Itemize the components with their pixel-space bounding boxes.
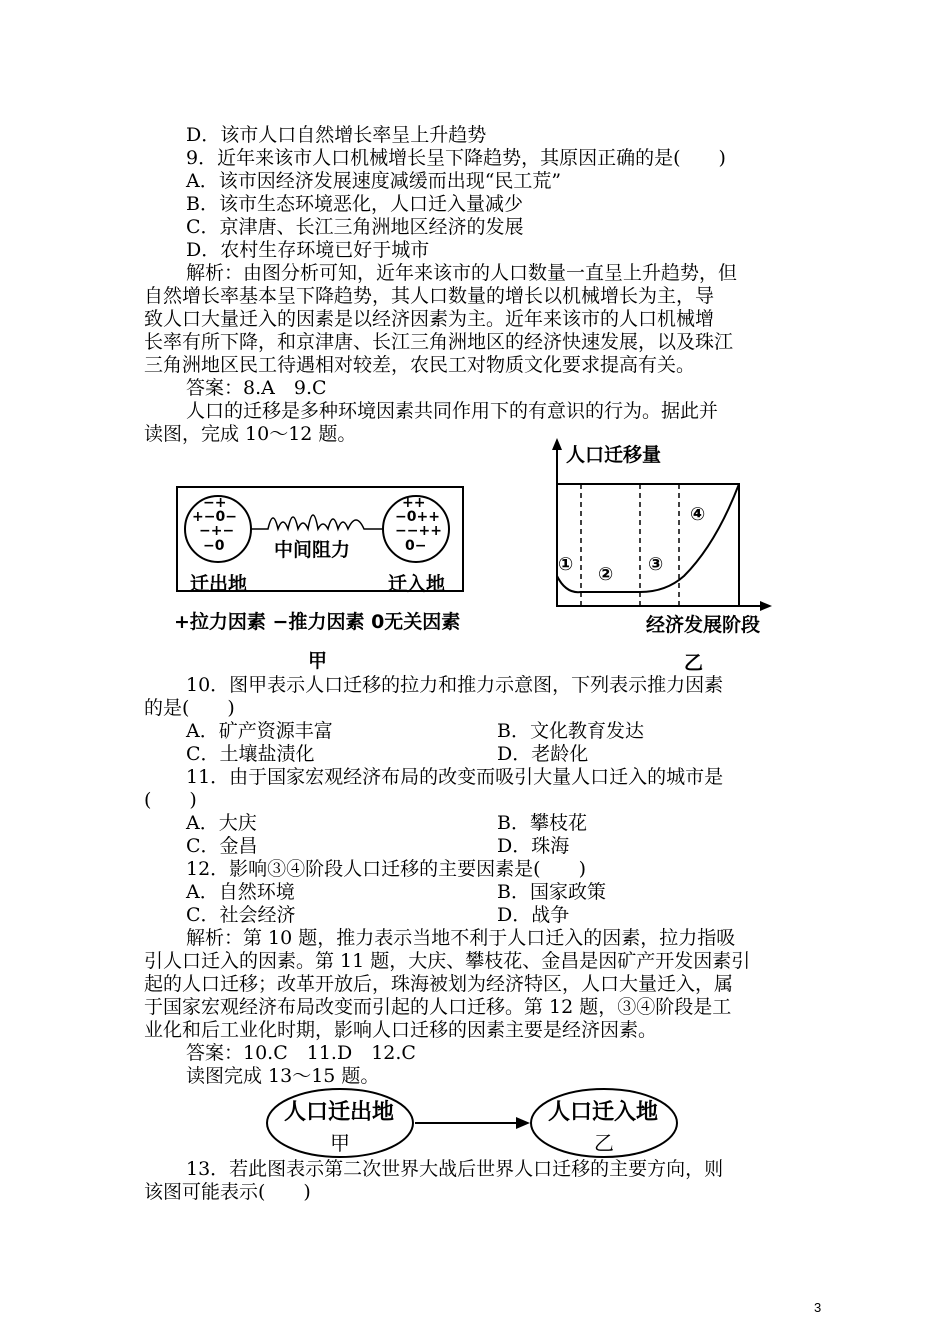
analysis-line: 起的人口迁移；改革开放后，珠海被划为经济特区，人口大量迁入，属	[144, 973, 734, 995]
analysis-line: 解析：由图分析可知，近年来该市的人口数量一直呈上升趋势，但	[186, 262, 738, 284]
sign-row: 0−	[405, 538, 427, 554]
origin-name: 人口迁出地	[284, 1100, 395, 1125]
destination-label: 迁入地	[388, 573, 446, 595]
analysis-line: 解析：第 10 题，推力表示当地不利于人口迁入的因素，拉力指吸	[186, 927, 736, 949]
option-c: C．社会经济	[186, 904, 296, 926]
destination-tag: 乙	[594, 1131, 614, 1155]
option-b: B．攀枝花	[497, 812, 587, 834]
stage-4-label: ④	[690, 504, 706, 525]
page-number: 3	[814, 1300, 822, 1315]
question-10: 10．图甲表示人口迁移的拉力和推力示意图，下列表示推力因素	[186, 674, 724, 696]
question-9: 9．近年来该市人口机械增长呈下降趋势，其原因正确的是( )	[186, 147, 726, 169]
option-a: A．自然环境	[186, 881, 295, 903]
option-line: A．该市因经济发展速度减缓而出现“民工荒”	[186, 170, 562, 192]
analysis-line: 于国家宏观经济布局改变而引起的人口迁移。第 12 题，③④阶段是工	[144, 996, 732, 1018]
option-line: C．京津唐、长江三角洲地区经济的发展	[186, 216, 524, 238]
intro-line: 人口的迁移是多种环境因素共同作用下的有意识的行为。据此并	[186, 400, 719, 422]
option-d: D．珠海	[497, 835, 570, 857]
question-13: 13．若此图表示第二次世界大战后世界人口迁移的主要方向，则	[186, 1158, 724, 1180]
option-d: D．战争	[497, 904, 570, 926]
question-line: 的是( )	[144, 697, 235, 719]
answer-line: 答案：10.C 11.D 12.C	[186, 1042, 416, 1064]
question-12: 12．影响③④阶段人口迁移的主要因素是( )	[186, 858, 587, 880]
y-axis-label: 人口迁移量	[566, 444, 662, 466]
sign-row: −0++	[395, 509, 440, 525]
analysis-line: 自然增长率基本呈下降趋势，其人口数量的增长以机械增长为主，导	[144, 285, 715, 307]
option-a: A．大庆	[186, 812, 257, 834]
sign-row: +−0−	[192, 509, 237, 525]
question-11: 11．由于国家宏观经济布局的改变而吸引大量人口迁入的城市是	[186, 766, 724, 788]
figure-jia	[176, 485, 466, 601]
analysis-line: 业化和后工业化时期，影响人口迁移的因素主要是经济因素。	[144, 1019, 658, 1041]
middle-resistance-label: 中间阻力	[274, 539, 351, 561]
intro-line: 读图，完成 10～12 题。	[144, 423, 357, 445]
option-c: C．土壤盐渍化	[186, 743, 315, 765]
intro-line: 读图完成 13～15 题。	[186, 1065, 380, 1087]
option-b: B．文化教育发达	[497, 720, 644, 742]
origin-label: 迁出地	[190, 573, 248, 595]
option-line: B．该市生态环境恶化，人口迁入量减少	[186, 193, 523, 215]
stage-2-label: ②	[598, 564, 614, 585]
figure-caption-jia: 甲	[308, 650, 328, 672]
legend-text: +拉力因素 −推力因素 0无关因素	[174, 611, 461, 633]
sign-row: −−++	[395, 523, 442, 539]
sign-row: −+−	[199, 523, 235, 539]
analysis-line: 三角洲地区民工待遇相对较差，农民工对物质文化要求提高有关。	[144, 354, 696, 376]
migration-flow-figure	[262, 1085, 684, 1169]
sign-row: −0	[203, 538, 225, 554]
option-a: A．矿产资源丰富	[186, 720, 333, 742]
sign-row: ++	[402, 495, 426, 511]
analysis-line: 致人口大量迁入的因素是以经济因素为主。近年来该市的人口机械增	[144, 308, 715, 330]
destination-name: 人口迁入地	[548, 1100, 659, 1125]
option-line: D．农村生存环境已好于城市	[186, 239, 430, 261]
stage-3-label: ③	[648, 554, 664, 575]
option-b: B．国家政策	[497, 881, 606, 903]
sign-row: −+	[203, 495, 227, 511]
option-line: D．该市人口自然增长率呈上升趋势	[186, 124, 487, 146]
analysis-line: 引人口迁入的因素。第 11 题，大庆、攀枝花、金昌是因矿产开发因素引	[144, 950, 751, 972]
answer-line: 答案：8.A 9.C	[186, 377, 327, 399]
question-line: 该图可能表示( )	[144, 1181, 311, 1203]
analysis-line: 长率有所下降，和京津唐、长江三角洲地区的经济快速发展，以及珠江	[144, 331, 734, 353]
x-axis-label: 经济发展阶段	[646, 614, 761, 636]
question-line: ( )	[144, 789, 197, 811]
option-d: D．老龄化	[497, 743, 589, 765]
figure-caption-yi: 乙	[684, 652, 704, 674]
stage-1-label: ①	[558, 554, 574, 575]
figure-yi	[544, 436, 776, 616]
option-c: C．金昌	[186, 835, 258, 857]
origin-tag: 甲	[330, 1131, 350, 1155]
